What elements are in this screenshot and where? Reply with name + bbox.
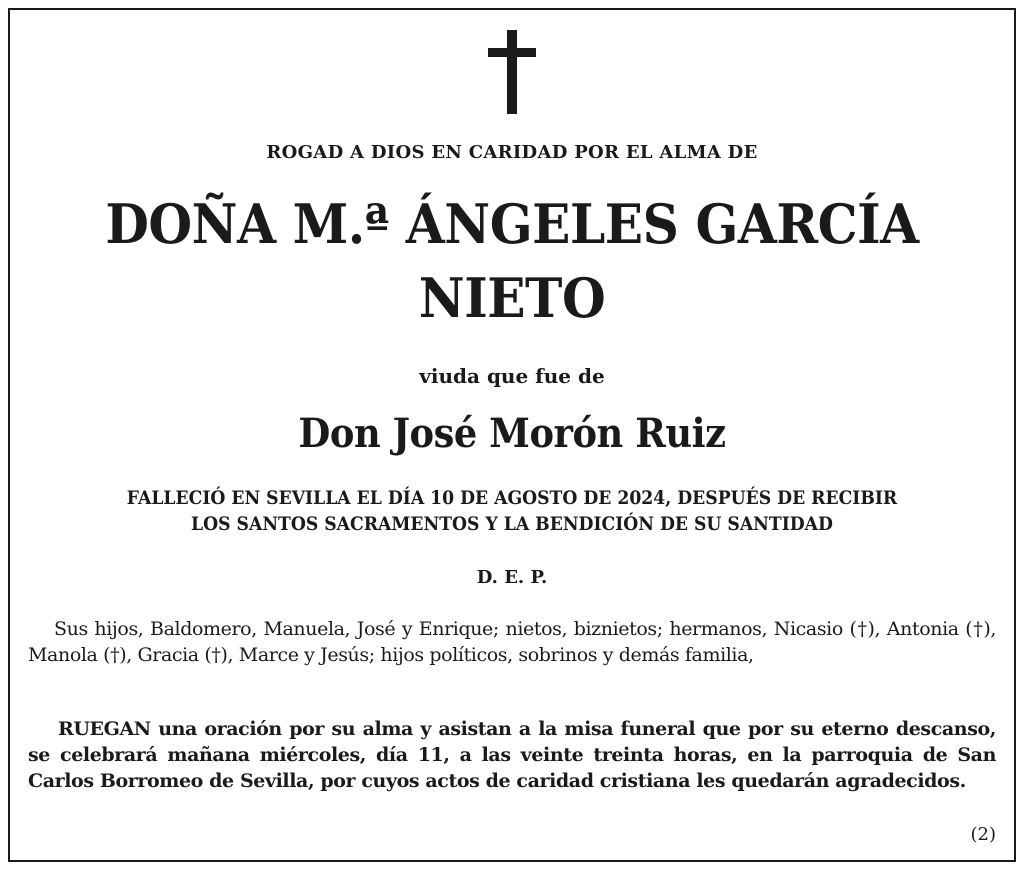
reference-number: (2) bbox=[970, 824, 996, 845]
husband-name: Don José Morón Ruiz bbox=[298, 410, 726, 457]
widow-line: viuda que fue de bbox=[419, 364, 605, 388]
deceased-name-line-2: NIETO bbox=[418, 266, 606, 330]
death-notice-line-1: FALLECIÓ EN SEVILLA EL DÍA 10 DE AGOSTO DE 2024, DESPUÉS DE RECIBIR bbox=[126, 488, 898, 509]
prayer-line: ROGAD A DIOS EN CARIDAD POR EL ALMA DE bbox=[266, 142, 758, 163]
family-paragraph bbox=[28, 616, 996, 668]
rip-abbreviation: D. E. P. bbox=[476, 567, 548, 588]
request-paragraph bbox=[28, 716, 996, 794]
deceased-name-line-1: DOÑA M.ª ÁNGELES GARCÍA bbox=[105, 192, 919, 256]
family-text: Sus hijos, Baldomero, Manuela, José y Enrique; nietos, biznietos; hermanos, Nicasio (†), Antonia (†), Manola (†), Gracia (†), Marce y Jesús; hijos políticos, sobrinos y demás familia, bbox=[28, 618, 996, 666]
cross-horizontal-bar bbox=[488, 48, 536, 57]
death-notice-line-2: LOS SANTOS SACRAMENTOS Y LA BENDICIÓN DE SU SANTIDAD bbox=[191, 514, 833, 535]
latin-cross-icon bbox=[488, 30, 536, 114]
request-text: RUEGAN una oración por su alma y asistan a la misa funeral que por su eterno descanso, se celebrará mañana miércoles, día 11, a las veinte treinta horas, en la parroquia de San Carlos Borromeo de Sevilla, por cuyos actos de caridad cristiana les quedarán agradecidos. bbox=[28, 718, 996, 792]
cross-vertical-bar bbox=[507, 30, 517, 114]
